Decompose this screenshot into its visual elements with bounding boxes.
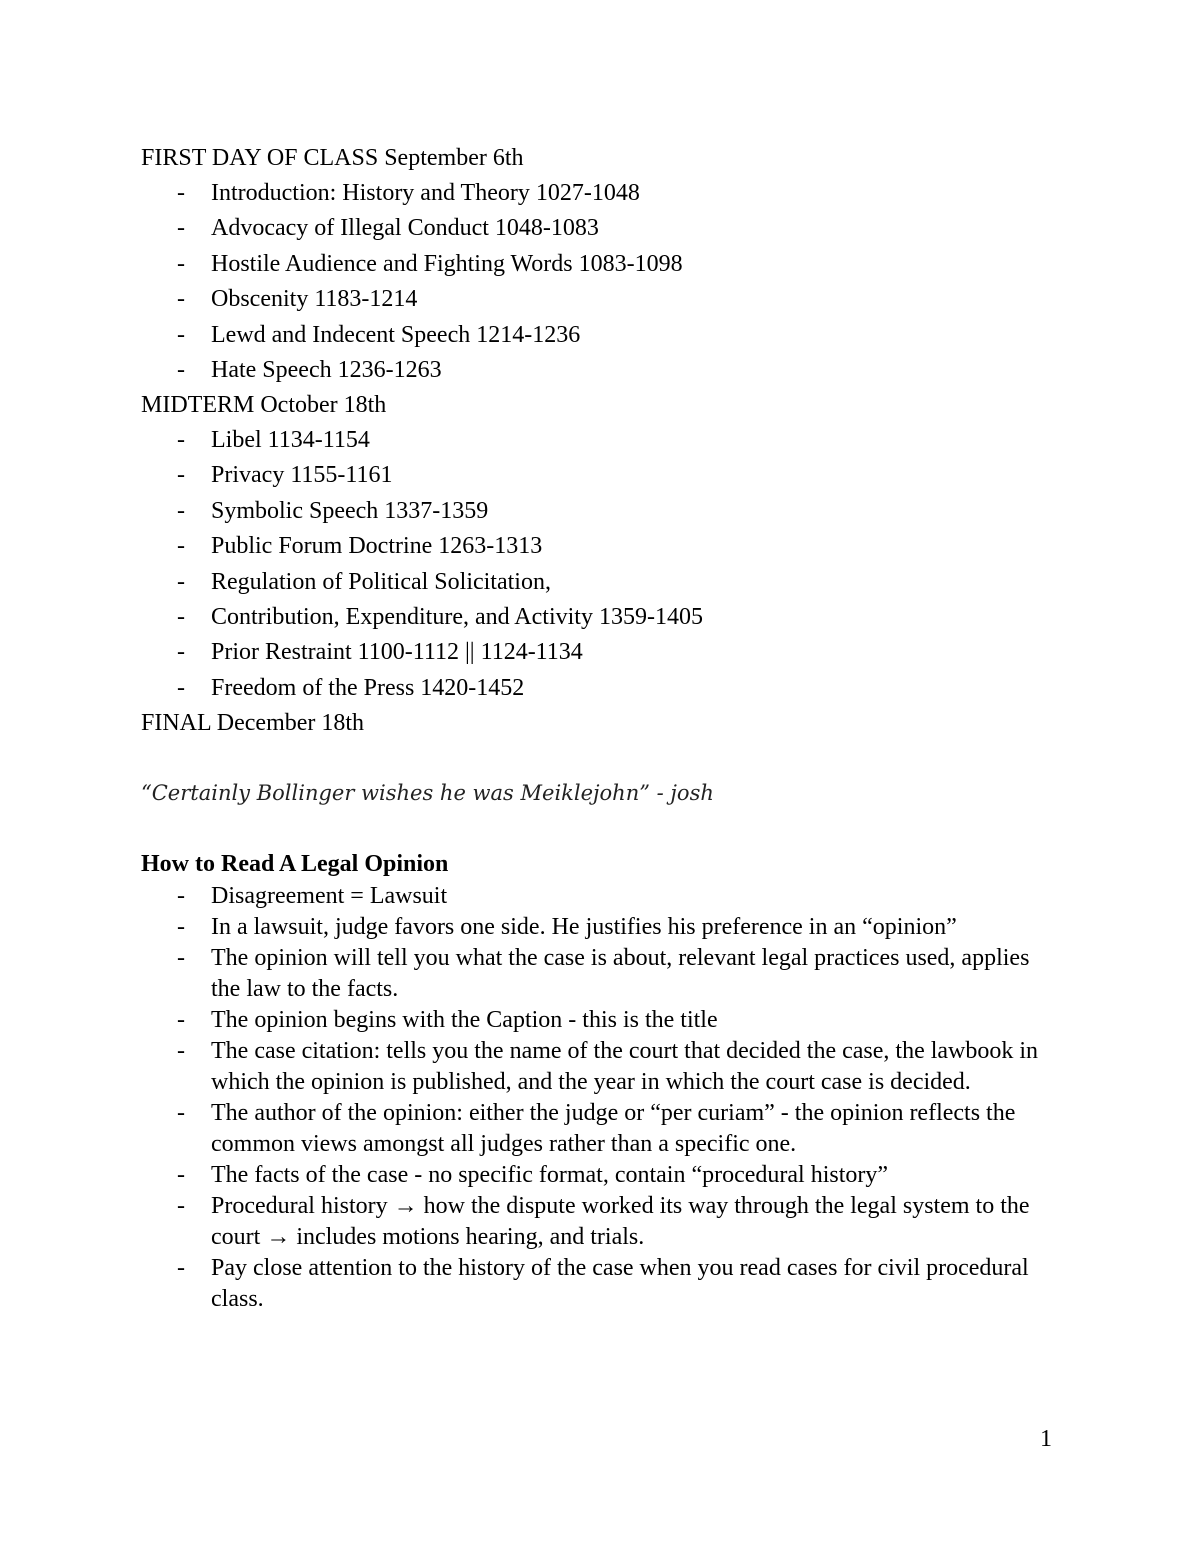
list-item-text: In a lawsuit, judge favors one side. He justifies his preference in an “opinion” — [211, 914, 957, 940]
bullet-dash: - — [177, 357, 185, 384]
list-item — [141, 1005, 1061, 1036]
list-item-text: Advocacy of Illegal Conduct 1048-1083 — [211, 215, 599, 242]
list-item-text: Introduction: History and Theory 1027-1048 — [211, 180, 640, 206]
list-item-text: The opinion will tell you what the case is about, relevant legal practices used, applies the law to the facts. — [211, 945, 1030, 1002]
bullet-dash: - — [177, 1038, 185, 1064]
list-item — [141, 912, 1061, 943]
list-item — [141, 600, 1061, 635]
list-item — [141, 458, 1061, 493]
list-item-text: Lewd and Indecent Speech 1214-1236 — [211, 321, 581, 348]
list-item — [141, 247, 1061, 282]
list-item-text: Procedural history → how the dispute worked its way through the legal system to the court → includes motions hearing, and trials. — [211, 1193, 1030, 1250]
bullet-dash: - — [177, 1007, 185, 1033]
list-item — [141, 353, 1061, 388]
list-item-text: Contribution, Expenditure, and Activity 1359-1405 — [211, 604, 703, 631]
bullet-dash: - — [177, 497, 185, 524]
list-item — [141, 282, 1061, 317]
list-item — [141, 671, 1061, 706]
bullet-dash: - — [177, 883, 185, 909]
bullet-dash: - — [177, 462, 185, 489]
bullet-dash: - — [177, 286, 185, 313]
list-item — [141, 943, 1061, 1005]
section-midterm: MIDTERM October 18th — [141, 392, 387, 418]
list-item — [141, 881, 1061, 912]
section-heading: How to Read A Legal Opinion — [141, 851, 449, 877]
list-item-text: Obscenity 1183-1214 — [211, 286, 418, 313]
list-item — [141, 529, 1061, 564]
list-item — [141, 1160, 1061, 1191]
list-item-text: Pay close attention to the history of the case when you read cases for civil procedural class. — [211, 1255, 1029, 1312]
list-item-text: Prior Restraint 1100-1112 || 1124-1134 — [211, 639, 583, 666]
list-item-text: Hostile Audience and Fighting Words 1083-1098 — [211, 250, 683, 277]
list-item-text: Freedom of the Press 1420-1452 — [211, 674, 525, 701]
list-item-text: Disagreement = Lawsuit — [211, 883, 448, 909]
bullet-dash: - — [177, 215, 185, 242]
list-item-text: Symbolic Speech 1337-1359 — [211, 497, 489, 524]
midterm-list — [141, 423, 1061, 706]
list-item — [141, 1036, 1061, 1098]
bullet-dash: - — [177, 180, 185, 206]
list-item — [141, 1253, 1061, 1315]
list-item-text: Privacy 1155-1161 — [211, 462, 393, 489]
section-final: FINAL December 18th — [141, 710, 365, 736]
list-item — [141, 1191, 1061, 1253]
page-number: 1 — [1040, 1426, 1052, 1452]
list-item — [141, 565, 1061, 600]
quote: “Certainly Bollinger wishes he was Meiklejohn” - josh — [141, 781, 714, 805]
bullet-dash: - — [177, 427, 185, 453]
section-first-day: FIRST DAY OF CLASS September 6th — [141, 145, 524, 171]
list-item — [141, 211, 1061, 246]
list-item — [141, 318, 1061, 353]
list-item — [141, 494, 1061, 529]
list-item-text: The case citation: tells you the name of the court that decided the case, the lawbook in which the opinion is published, and the year in which the court case is decided. — [211, 1038, 1039, 1095]
bullet-dash: - — [177, 1193, 185, 1219]
list-item — [141, 635, 1061, 670]
opinion-notes-list — [141, 881, 1061, 1315]
bullet-dash: - — [177, 250, 185, 277]
list-item-text: The opinion begins with the Caption - this is the title — [211, 1007, 718, 1033]
list-item-text: Hate Speech 1236-1263 — [211, 357, 442, 384]
bullet-dash: - — [177, 1100, 185, 1126]
list-item-text: The facts of the case - no specific format, contain “procedural history” — [211, 1162, 889, 1188]
bullet-dash: - — [177, 639, 185, 666]
bullet-dash: - — [177, 604, 185, 631]
bullet-dash: - — [177, 533, 185, 560]
first-day-list — [141, 176, 1061, 388]
bullet-dash: - — [177, 1255, 185, 1281]
bullet-dash: - — [177, 568, 185, 595]
bullet-dash: - — [177, 674, 185, 701]
list-item — [141, 1098, 1061, 1160]
bullet-dash: - — [177, 914, 185, 940]
list-item-text: The author of the opinion: either the judge or “per curiam” - the opinion reflects the common views amongst all judges rather than a specific one. — [211, 1100, 1016, 1157]
list-item-text: Libel 1134-1154 — [211, 427, 370, 453]
list-item-text: Public Forum Doctrine 1263-1313 — [211, 533, 543, 560]
list-item-text: Regulation of Political Solicitation, — [211, 568, 551, 595]
bullet-dash: - — [177, 1162, 185, 1188]
bullet-dash: - — [177, 945, 185, 971]
list-item — [141, 176, 1061, 211]
bullet-dash: - — [177, 321, 185, 348]
list-item — [141, 423, 1061, 458]
